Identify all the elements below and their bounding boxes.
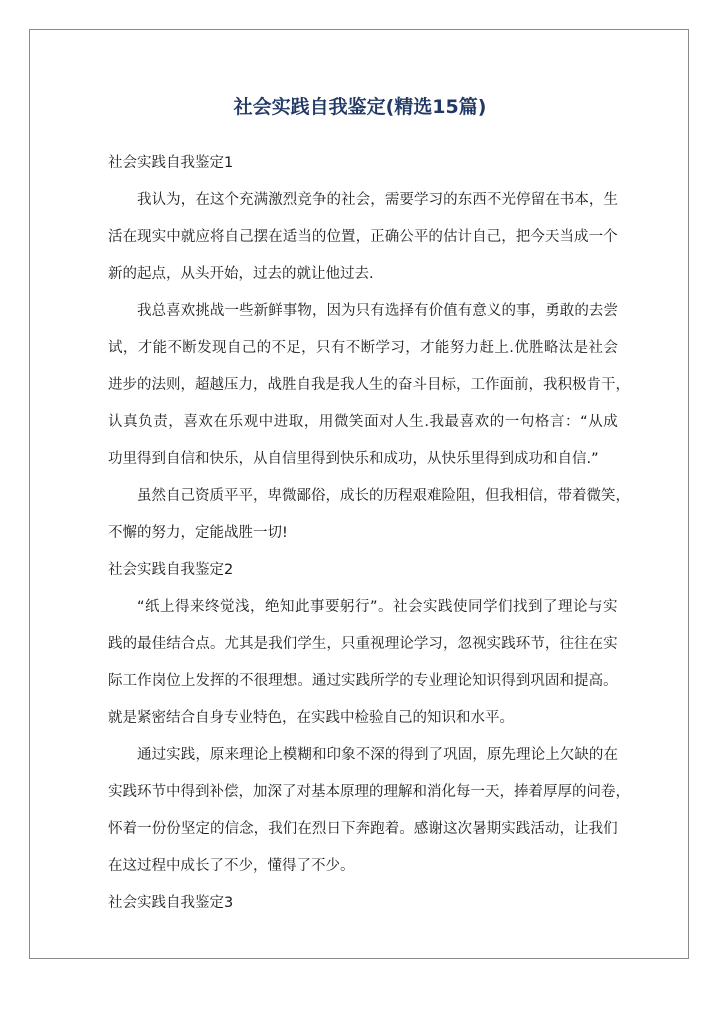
section-heading: 社会实践自我鉴定2 bbox=[108, 562, 234, 578]
paragraph-line: 功 里 得 到 自 信 和 快 乐 ， 从 自 信 里 得 到 快 乐 和 成 功 ， 从 快 乐 里 得 到 成 功 和 自 信 . ” bbox=[108, 451, 599, 467]
paragraph-line: 践 的 最 佳 结 合 点 。 尤 其 是 我 们 学 生 ， 只 重 视 理 论 学 习 ， 忽 视 实 践 环 节 ， 往 往 在 实 bbox=[108, 636, 618, 652]
paragraph-line: 就 是 紧 密 结 合 自 身 专 业 特 色 ， 在 实 践 中 检 验 自 己 的 知 识 和 水 平 。 bbox=[108, 710, 514, 726]
paragraph-line: 实 践 环 节 中 得 到 补 偿 ， 加 深 了 对 基 本 原 理 的 理 解 和 消 化 每 一 天 ， 捧 着 厚 厚 的 问 卷 ， bbox=[108, 784, 630, 800]
paragraph-line: 认 真 负 责 ， 喜 欢 在 乐 观 中 进 取 ， 用 微 笑 面 对 人 生 . 我 最 喜 欢 的 一 句 格 言 ： “ 从 成 bbox=[108, 414, 618, 430]
paragraph-line: 活 在 现 实 中 就 应 将 自 己 摆 在 适 当 的 位 置 ， 正 确 公 平 的 估 计 自 己 ， 把 今 天 当 成 一 个 bbox=[108, 229, 618, 245]
paragraph-line: 我 认 为 ， 在 这 个 充 满 激 烈 竞 争 的 社 会 ， 需 要 学 习 的 东 西 不 光 停 留 在 书 本 ， 生 bbox=[137, 192, 618, 208]
paragraph bbox=[108, 299, 630, 471]
document-title: 社会实践自我鉴定(精选15篇) bbox=[233, 96, 487, 118]
paragraph-line: “ 纸 上 得 来 终 觉 浅 ， 绝 知 此 事 要 躬 行 ” 。 社 会 实 践 使 同 学 们 找 到 了 理 论 与 实 bbox=[137, 599, 618, 615]
paragraph-line: 虽 然 自 己 资 质 平 平 ， 卑 微 鄙 俗 ， 成 长 的 历 程 艰 难 险 阻 ， 但 我 相 信 ， 带 着 微 笑 ， bbox=[137, 488, 630, 504]
paragraph-line: 通 过 实 践 ， 原 来 理 论 上 模 糊 和 印 象 不 深 的 得 到 了 巩 固 ， 原 先 理 论 上 欠 缺 的 在 bbox=[137, 747, 618, 763]
document-body bbox=[108, 151, 630, 928]
paragraph-line: 在 这 过 程 中 成 长 了 不 少 ， 懂 得 了 不 少 。 bbox=[108, 858, 355, 874]
paragraph-line: 际 工 作 岗 位 上 发 挥 的 不 很 理 想 。 通 过 实 践 所 学 的 专 业 理 论 知 识 得 到 巩 固 和 提 高 。 bbox=[108, 673, 618, 689]
paragraph bbox=[108, 188, 618, 286]
section-heading: 社会实践自我鉴定1 bbox=[108, 155, 234, 171]
paragraph-line: 不 懈 的 努 力 ， 定 能 战 胜 一 切 ! bbox=[108, 525, 288, 541]
paragraph-line: 怀 着 一 份 份 坚 定 的 信 念 ， 我 们 在 烈 日 下 奔 跑 着 。 感 谢 这 次 暑 期 实 践 活 动 ， 让 我 们 bbox=[108, 821, 618, 837]
paragraph-line: 我 总 喜 欢 挑 战 一 些 新 鲜 事 物 ， 因 为 只 有 选 择 有 价 值 有 意 义 的 事 ， 勇 敢 的 去 尝 bbox=[137, 303, 618, 319]
paragraph-line: 试 ， 才 能 不 断 发 现 自 己 的 不 足 ， 只 有 不 断 学 习 ， 才 能 努 力 赶 上 . 优 胜 略 汰 是 社 会 bbox=[108, 340, 618, 356]
paragraph-line: 新 的 起 点 ， 从 头 开 始 ， 过 去 的 就 让 他 过 去 . bbox=[108, 266, 374, 282]
section-heading: 社会实践自我鉴定3 bbox=[108, 895, 234, 911]
paragraph bbox=[108, 595, 618, 730]
paragraph bbox=[108, 743, 630, 878]
paragraph-line: 进 步 的 法 则 ， 超 越 压 力 ， 战 胜 自 我 是 我 人 生 的 奋 斗 目 标 ， 工 作 面 前 ， 我 积 极 肯 干 ， bbox=[108, 377, 630, 393]
paragraph bbox=[108, 484, 630, 545]
